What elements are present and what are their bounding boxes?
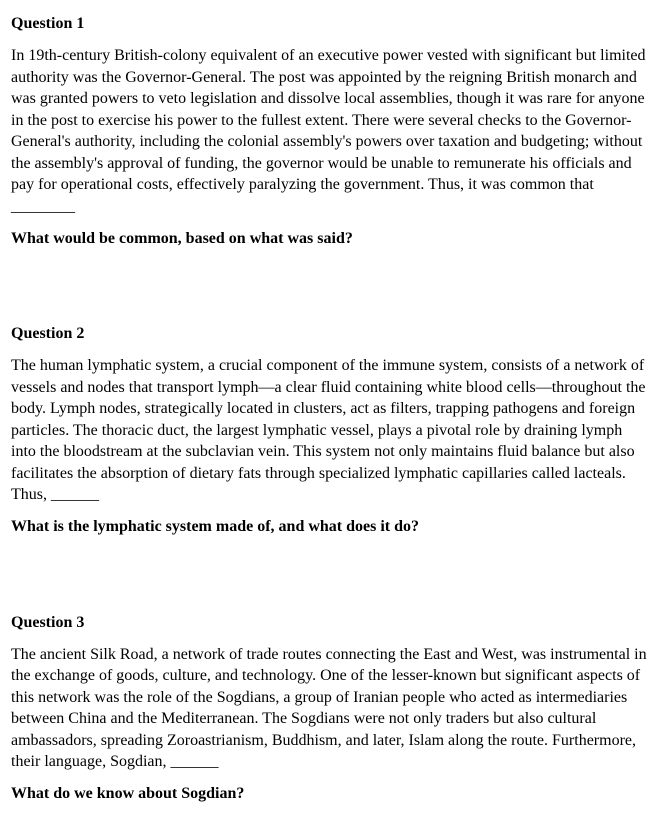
question-1-prompt: What would be common, based on what was said? (11, 229, 353, 247)
question-1-title: Question 1 (11, 15, 85, 32)
question-block-1 (11, 13, 648, 249)
question-1-passage: In 19th-century British-colony equivalent of an executive power vested with significant but limited authority was the Governor-General. The post was appointed by the reigning British monarch and was granted powers to veto legislation and dissolve local assemblies, though it was rare for anyone in the post to exercise his power to the fullest extent. There were several checks to the Governor-General's authority, including the colonial assembly's powers over taxation and budgeting; without the assembly's approval of funding, the governor would be unable to remunerate his officials and pay for operational costs, effectively paralyzing the government. Thus, it was common that ________ (11, 47, 646, 215)
question-2-passage: The human lymphatic system, a crucial component of the immune system, consists of a network of vessels and nodes that transport lymph—a clear fluid containing white blood cells—throughout the body. Lymph nodes, strategically located in clusters, act as filters, trapping pathogens and foreign particles. The thoracic duct, the largest lymphatic vessel, plays a pivotal role by draining lymph into the bloodstream at the subclavian vein. This system not only maintains fluid balance but also facilitates the absorption of dietary fats through specialized lymphatic capillaries called lacteals. Thus, ______ (11, 357, 646, 503)
question-2-prompt: What is the lymphatic system made of, and what does it do? (11, 518, 420, 535)
question-2-title: Question 2 (11, 325, 85, 342)
question-3-prompt: What do we know about Sogdian? (11, 785, 245, 802)
question-block-3 (11, 612, 648, 805)
question-3-passage: The ancient Silk Road, a network of trade routes connecting the East and West, was instrumental in the exchange of goods, culture, and technology. One of the lesser-known but significant aspects of this network was the role of the Sogdians, a group of Iranian people who acted as intermediaries between China and the Mediterranean. The Sogdians were not only traders but also cultural ambassadors, spreading Zoroastrianism, Buddhism, and later, Islam along the route. Furthermore, their language, Sogdian, ______ (11, 645, 647, 770)
question-3-title: Question 3 (11, 613, 85, 631)
question-block-2 (11, 323, 648, 538)
